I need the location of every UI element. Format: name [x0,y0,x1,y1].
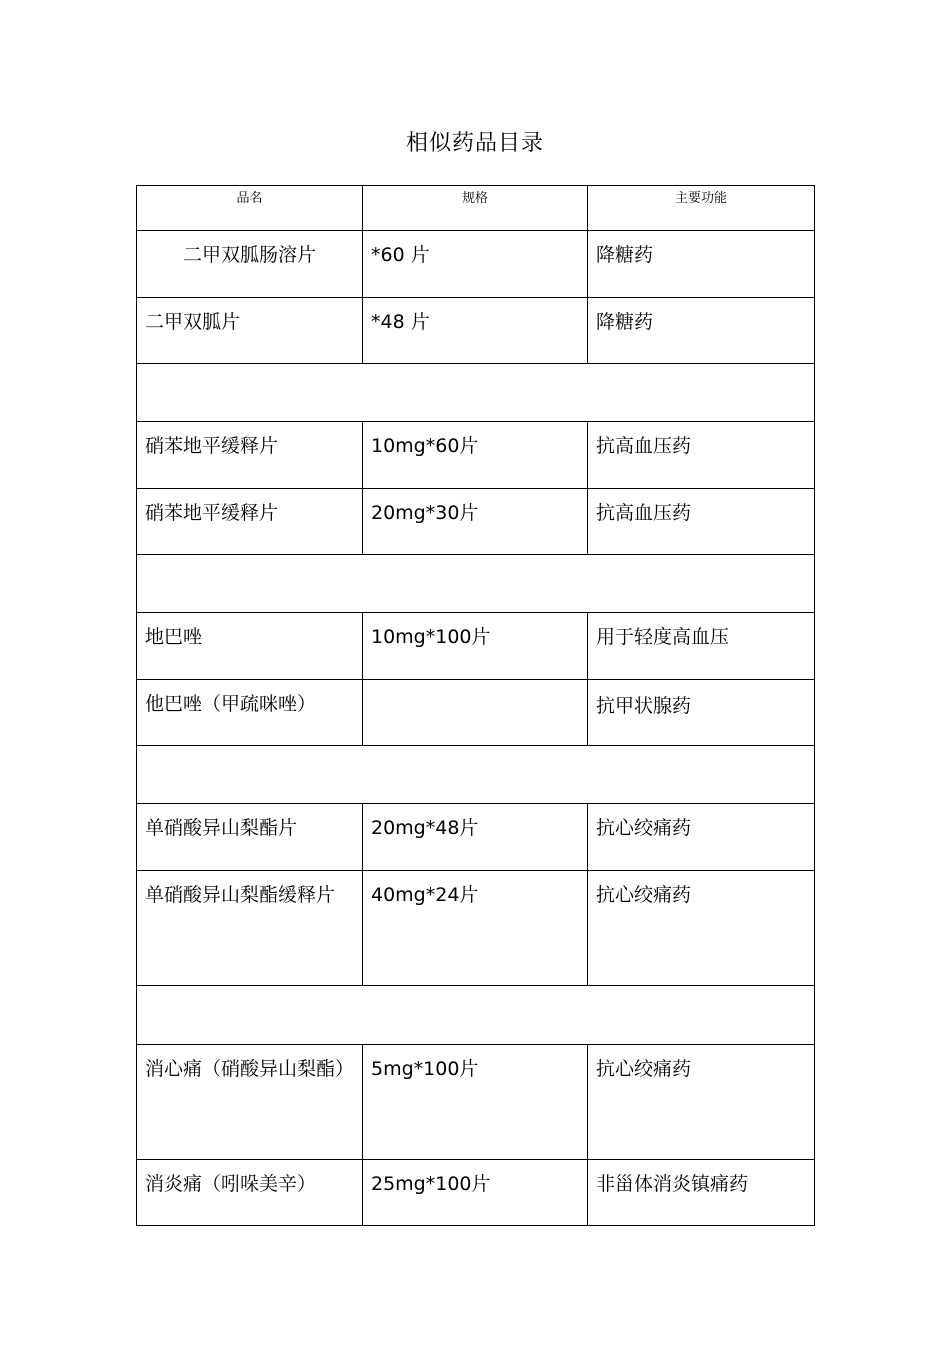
drug-function: 抗心绞痛药 [588,1045,815,1160]
drug-name: 硝苯地平缓释片 [137,489,363,555]
drug-function: 用于轻度高血压 [588,613,815,680]
header-function: 主要功能 [588,186,815,231]
table-row [137,1160,815,1226]
spacer-row [137,986,815,1045]
drug-spec: 5mg*100片 [363,1045,588,1160]
drug-spec: *48 片 [363,298,588,364]
drug-name: 消心痛（硝酸异山梨酯） [137,1045,363,1160]
drug-function: 降糖药 [588,231,815,298]
drug-table [136,185,815,1226]
drug-spec: 20mg*30片 [363,489,588,555]
table-header-row [137,186,815,231]
drug-name: 二甲双胍肠溶片 [137,231,363,298]
table-row [137,489,815,555]
table-row [137,680,815,746]
table-row [137,422,815,489]
drug-function: 抗甲状腺药 [588,680,815,746]
page-title: 相似药品目录 [405,131,544,156]
drug-spec: 20mg*48片 [363,804,588,871]
drug-name: 他巴唑（甲疏咪唑） [137,680,363,746]
spacer-cell [137,555,815,613]
drug-name: 二甲双胍片 [137,298,363,364]
spacer-cell [137,364,815,422]
table-row [137,613,815,680]
drug-function: 抗心绞痛药 [588,871,815,986]
table-row [137,804,815,871]
drug-spec [363,680,588,746]
table-row [137,1045,815,1160]
spacer-row [137,364,815,422]
drug-function: 非甾体消炎镇痛药 [588,1160,815,1226]
drug-spec: 10mg*60片 [363,422,588,489]
spacer-cell [137,986,815,1045]
drug-spec: 10mg*100片 [363,613,588,680]
spacer-row [137,555,815,613]
table-row [137,871,815,986]
drug-name: 单硝酸异山梨酯片 [137,804,363,871]
drug-spec: *60 片 [363,231,588,298]
drug-function: 抗高血压药 [588,489,815,555]
spacer-row [137,746,815,804]
drug-name: 硝苯地平缓释片 [137,422,363,489]
table-row [137,231,815,298]
drug-function: 抗高血压药 [588,422,815,489]
drug-function: 降糖药 [588,298,815,364]
table-row [137,298,815,364]
header-name: 品名 [137,186,363,231]
drug-name: 地巴唑 [137,613,363,680]
drug-spec: 40mg*24片 [363,871,588,986]
drug-name: 消炎痛（吲哚美辛） [137,1160,363,1226]
drug-spec: 25mg*100片 [363,1160,588,1226]
drug-name: 单硝酸异山梨酯缓释片 [137,871,363,986]
header-spec: 规格 [363,186,588,231]
drug-function: 抗心绞痛药 [588,804,815,871]
spacer-cell [137,746,815,804]
